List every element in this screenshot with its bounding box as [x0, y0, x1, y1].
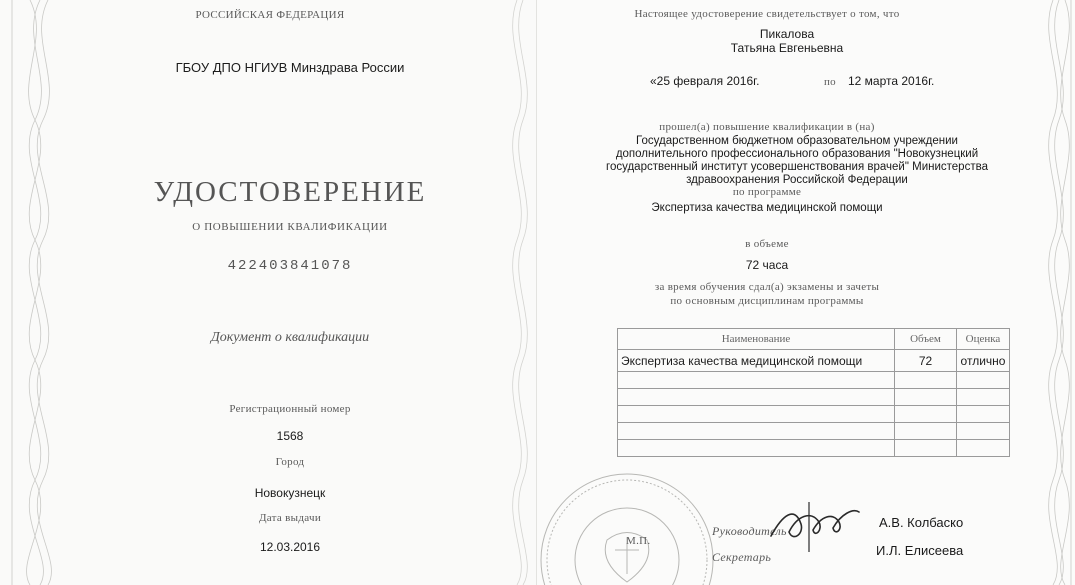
table-row-empty [618, 423, 1010, 440]
head-name: А.В. Колбаско [879, 515, 964, 530]
table-row-empty [618, 406, 1010, 423]
serial-number: 422403841078 [227, 258, 353, 274]
institution-line-4: здравоохранения Российской Федерации [686, 174, 908, 186]
official-seal-stamp [537, 470, 717, 585]
ornamental-border [0, 0, 62, 585]
document-subtitle: О ПОВЫШЕНИИ КВАЛИФИКАЦИИ [192, 221, 388, 233]
institution-line-3: государственный институт усовершенствования врачей" Министерства [606, 161, 988, 173]
exams-text-line-1: за время обучения сдал(а) экзамены и зачеты [654, 281, 880, 293]
subject-hours: 72 [895, 350, 957, 372]
column-header-name: Наименование [618, 329, 895, 350]
subject-name: Экспертиза качества медицинской помощи [618, 350, 895, 372]
training-end-date: 12 марта 2016г. [848, 74, 935, 88]
head-label: Руководитель [712, 524, 787, 538]
table-row-empty [618, 372, 1010, 389]
column-header-volume: Объем [895, 329, 957, 350]
secretary-name: И.Л. Елисеева [876, 543, 964, 558]
secretary-label: Секретарь [712, 550, 772, 564]
registration-number: 1568 [276, 429, 304, 443]
subject-grade: отлично [957, 350, 1010, 372]
program-label: по программе [732, 186, 802, 198]
exams-text-line-2: по основным дисциплинам программы [670, 295, 864, 307]
certifies-text: Настоящее удостоверение свидетельствует о том, что [634, 8, 900, 20]
volume-hours: 72 часа [745, 258, 789, 272]
document-type: Документ о квалификации [210, 330, 370, 345]
city-label: Город [275, 456, 305, 468]
date-to-label: по [824, 76, 836, 88]
registration-label: Регистрационный номер [229, 403, 351, 415]
ornamental-border [1035, 0, 1075, 585]
table-row-empty [618, 389, 1010, 406]
subjects-table [617, 328, 1010, 457]
passed-label: прошел(а) повышение квалификации в (на) [659, 121, 875, 133]
volume-label: в объеме [745, 238, 789, 250]
certificate-right-page [537, 0, 1075, 585]
issue-date: 12.03.2016 [259, 540, 321, 554]
program-name: Экспертиза качества медицинской помощи [651, 202, 883, 214]
head-signature [763, 492, 863, 557]
column-header-grade: Оценка [957, 329, 1010, 350]
country-name: РОССИЙСКАЯ ФЕДЕРАЦИЯ [195, 9, 345, 21]
table-header-row [618, 329, 1010, 350]
holder-surname: Пикалова [759, 27, 815, 41]
ornamental-border-inner [497, 0, 537, 585]
table-row [618, 350, 1010, 372]
stamp-place-label: М.П. [626, 535, 651, 547]
table-row-empty [618, 440, 1010, 457]
organization-name: ГБОУ ДПО НГИУВ Минздрава России [175, 60, 405, 75]
holder-given-names: Татьяна Евгеньевна [730, 41, 844, 55]
city-name: Новокузнецк [254, 486, 326, 500]
training-start-date: «25 февраля 2016г. [650, 74, 760, 88]
institution-line-2: дополнительного профессионального образования "Новокузнецкий [615, 148, 979, 160]
certificate-left-page [0, 0, 537, 585]
institution-line-1: Государственном бюджетном образовательном учреждении [636, 135, 958, 147]
document-title: УДОСТОВЕРЕНИЕ [153, 176, 427, 208]
issue-date-label: Дата выдачи [258, 512, 322, 524]
